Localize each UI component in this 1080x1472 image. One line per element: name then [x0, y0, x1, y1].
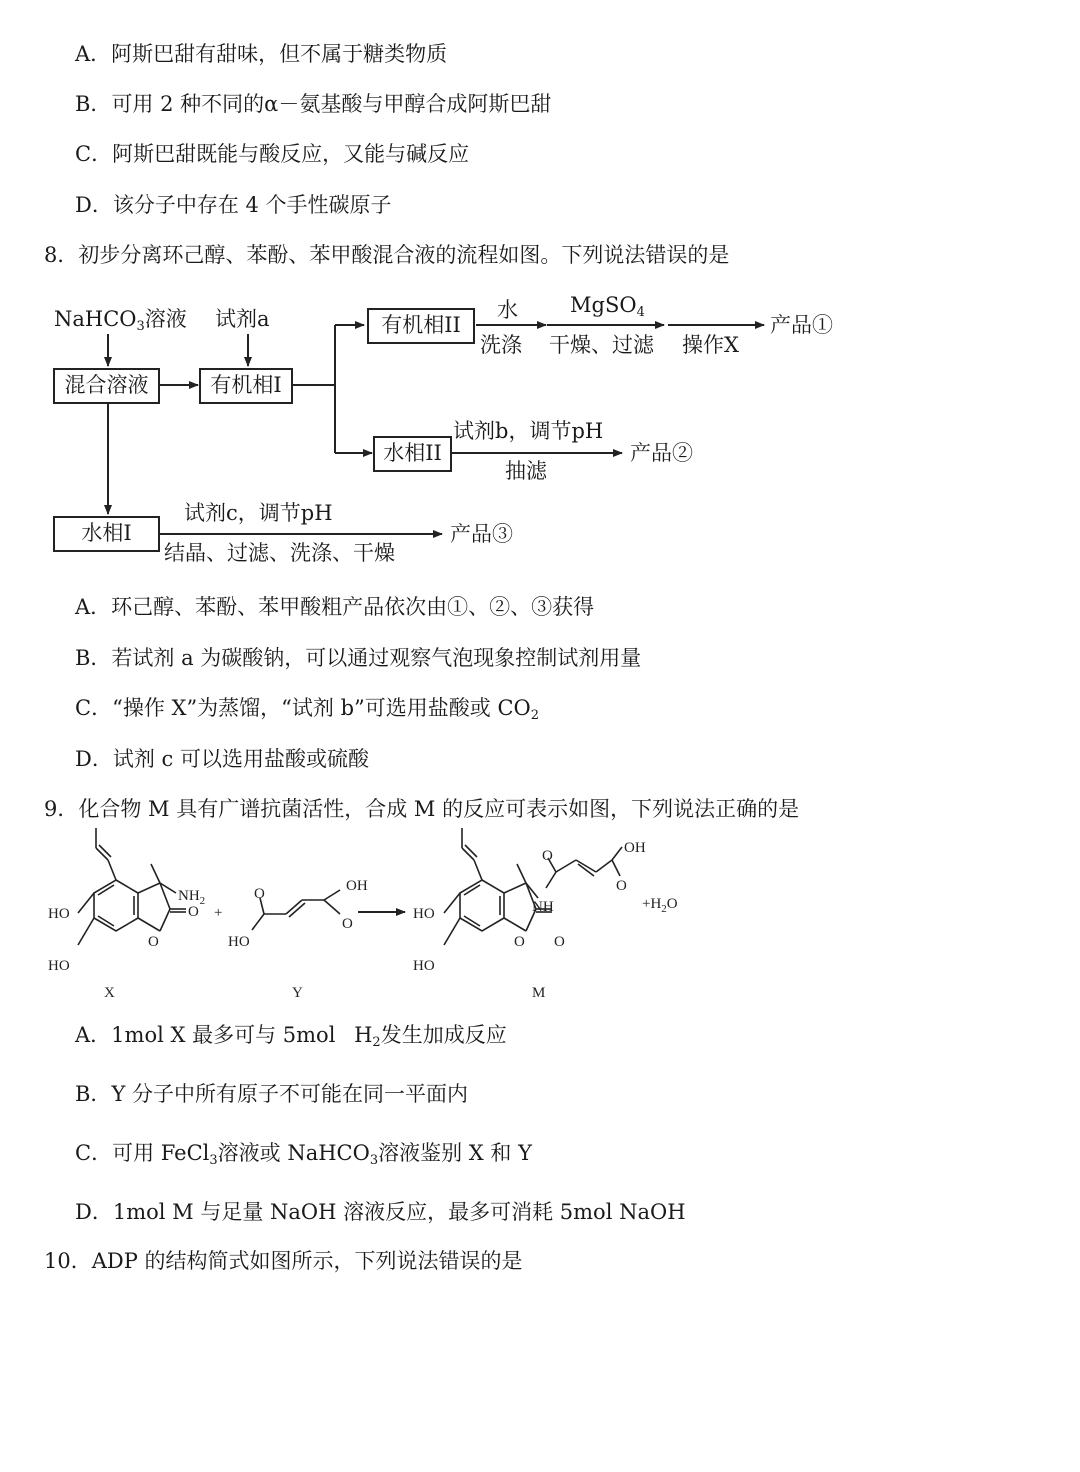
- x-carbonyl-o: O: [188, 904, 199, 920]
- m-amide-o: O: [542, 848, 553, 864]
- box-organic-phase-2: 有机相II: [367, 308, 475, 344]
- q8-option-c: C．“操作 X”为蒸馏，“试剂 b”可选用盐酸或 $CO_2$: [75, 696, 540, 723]
- reagent-c-label: 试剂c，调节pH: [184, 501, 333, 525]
- q7-option-a: A．阿斯巴甜有甜味，但不属于糖类物质: [75, 42, 448, 66]
- q9-option-d: D．1mol M 与足量 NaOH 溶液反应，最多可消耗 5mol NaOH: [75, 1200, 686, 1224]
- y-o-right: O: [342, 916, 353, 932]
- m-ho-bottom: HO: [413, 958, 435, 974]
- label-m: M: [532, 985, 546, 1001]
- q9-option-b: B．Y 分子中所有原子不可能在同一平面内: [75, 1082, 468, 1106]
- molecule-m: [444, 828, 622, 945]
- q8-option-b: B．若试剂 a 为碳酸钠，可以通过观察气泡现象控制试剂用量: [75, 646, 642, 670]
- box-mixed-solution: 混合溶液: [53, 368, 160, 404]
- crystallize-label: 结晶、过滤、洗涤、干燥: [164, 541, 395, 565]
- q7-option-d: D．该分子中存在 4 个手性碳原子: [75, 193, 392, 217]
- x-ring-o: O: [148, 934, 159, 950]
- x-ho-top: HO: [48, 906, 70, 922]
- plus-sign: +: [214, 905, 223, 921]
- q8-option-a: A．环己醇、苯酚、苯甲酸粗产品依次由①、②、③获得: [75, 595, 595, 619]
- product-2-label: 产品②: [630, 441, 693, 465]
- m-nh-label: NH: [532, 899, 554, 915]
- product-1-label: 产品①: [770, 313, 833, 337]
- molecule-x: [78, 828, 186, 945]
- q9-option-a: A．1mol X 最多可与 5mol $H_2$发生加成反应: [75, 1023, 507, 1050]
- dry-filter-label: 干燥、过滤: [549, 333, 654, 357]
- q7-option-b: B．可用 2 种不同的α－氨基酸与甲醇合成阿斯巴甜: [75, 92, 552, 116]
- water-product-label: $+H_2O$: [642, 896, 678, 915]
- box-aqueous-phase-2: 水相II: [373, 436, 452, 472]
- y-ho-label: HO: [228, 934, 250, 950]
- molecule-x-labels: [48, 888, 205, 1001]
- m-carbonyl-o: O: [554, 934, 565, 950]
- y-oh-label: OH: [346, 878, 368, 894]
- nahco3-label: NaHCO$_3$溶液: [54, 307, 187, 334]
- m-ring-o: O: [514, 934, 525, 950]
- q7-option-c: C．阿斯巴甜既能与酸反应，又能与碱反应: [75, 142, 470, 166]
- m-acid-o: O: [616, 878, 627, 894]
- q9-option-c: C．可用 FeCl$_3$溶液或 NaHCO$_3$溶液鉴别 X 和 Y: [75, 1141, 532, 1168]
- suction-filter-label: 抽滤: [505, 459, 547, 483]
- box-organic-phase-1: 有机相I: [199, 368, 293, 404]
- product-3-label: 产品③: [450, 522, 513, 546]
- y-o-left: O: [254, 886, 265, 902]
- label-x: X: [104, 985, 115, 1001]
- q8-option-d: D．试剂 c 可以选用盐酸或硫酸: [75, 747, 369, 771]
- x-ho-bottom: HO: [48, 958, 70, 974]
- m-oh-label: OH: [624, 840, 646, 856]
- operation-x-label: 操作X: [682, 333, 739, 357]
- x-nh2-label: $NH_2$: [178, 888, 206, 907]
- m-ho-top: HO: [413, 906, 435, 922]
- reagent-a-label: 试剂a: [215, 307, 270, 331]
- q8-stem: 8．初步分离环己醇、苯酚、苯甲酸混合液的流程如图。下列说法错误的是: [44, 243, 730, 267]
- molecule-y: [252, 890, 340, 930]
- q9-stem: 9．化合物 M 具有广谱抗菌活性，合成 M 的反应可表示如图，下列说法正确的是: [44, 797, 800, 821]
- water-label: 水: [497, 298, 518, 322]
- q10-stem: 10．ADP 的结构简式如图所示，下列说法错误的是: [44, 1249, 523, 1273]
- box-aqueous-phase-1: 水相I: [53, 516, 160, 552]
- mgso4-label: MgSO$_4$: [570, 293, 645, 320]
- reagent-b-label: 试剂b，调节pH: [453, 419, 604, 443]
- label-y: Y: [292, 985, 303, 1001]
- wash-label: 洗涤: [480, 333, 522, 357]
